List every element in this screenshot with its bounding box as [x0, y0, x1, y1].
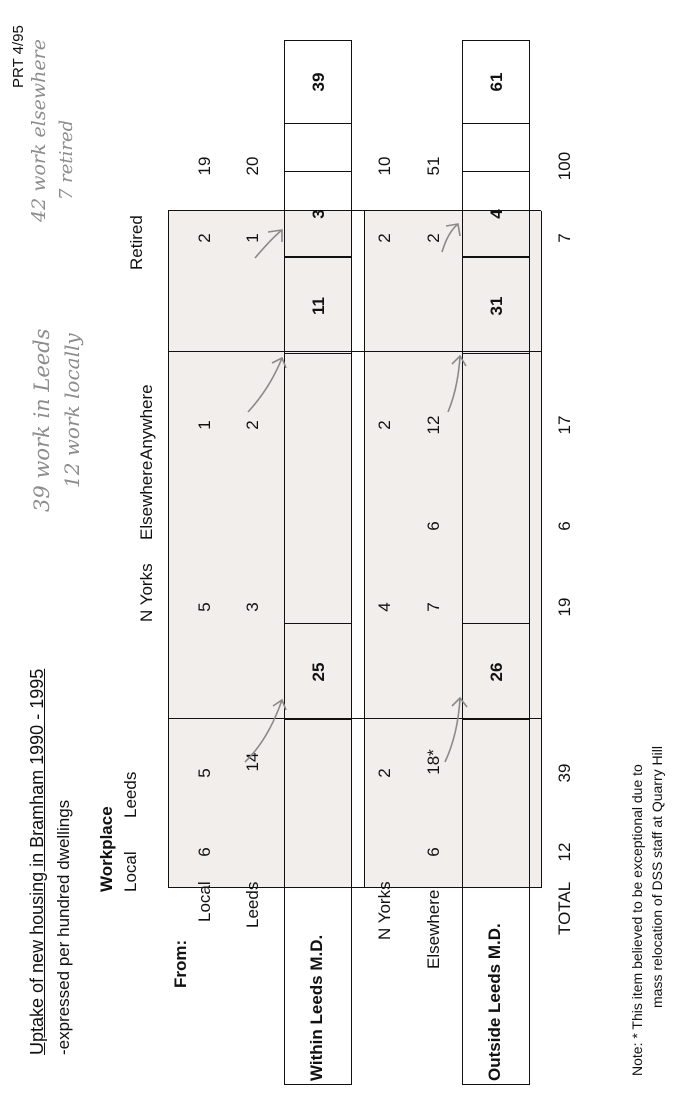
row-label-local: Local — [195, 881, 214, 922]
arrow-to-outside-subtotal-a — [445, 698, 460, 762]
row-label-leeds: Leeds — [243, 881, 262, 928]
row-label-total: TOTAL — [555, 881, 574, 935]
handwritten-note-line1: 39 work in Leeds — [30, 328, 54, 512]
within-total: 39 — [309, 72, 328, 92]
cell-nyorks-nyorks: 4 — [375, 602, 394, 612]
outside-subtotal-c: 4 — [487, 209, 506, 219]
cell-leeds-retired: 1 — [243, 233, 262, 243]
cell-local-total: 19 — [195, 156, 214, 176]
cell-total-local: 12 — [555, 842, 574, 862]
cell-nyorks-anywhere: 2 — [375, 420, 394, 430]
cell-nyorks-total: 10 — [375, 156, 394, 176]
cell-elsewhere-elsewhere: 6 — [424, 521, 443, 531]
col-header-nyorks: N Yorks — [137, 563, 156, 622]
col-header-anywhere: Anywhere — [137, 384, 156, 460]
cell-elsewhere-retired: 2 — [424, 233, 443, 243]
arrow-to-outside-subtotal-b — [448, 356, 460, 412]
cell-nyorks-leeds: 2 — [375, 768, 394, 778]
handwritten-note-right1: 42 work elsewhere — [28, 39, 50, 222]
within-subtotal-c: 3 — [309, 209, 328, 219]
handwritten-note-right2: 7 retired — [56, 119, 77, 200]
cell-total-grand: 100 — [555, 151, 574, 181]
row-label-within-leeds: Within Leeds M.D. — [307, 934, 326, 1081]
outside-subtotal-b: 31 — [487, 296, 506, 316]
cell-elsewhere-local: 6 — [424, 847, 443, 857]
cell-local-anywhere: 1 — [195, 420, 214, 430]
cell-elsewhere-total: 51 — [424, 156, 443, 176]
cell-leeds-anywhere: 2 — [243, 420, 262, 430]
col-header-local: Local — [121, 851, 140, 892]
row-label-nyorks: N Yorks — [375, 881, 394, 940]
col-header-elsewhere: Elsewhere — [137, 460, 156, 540]
outside-subtotal-a: 26 — [487, 662, 506, 682]
arrow-to-outside-subtotal-c — [442, 224, 458, 252]
workplace-heading: Workplace — [97, 806, 116, 892]
cell-elsewhere-leeds: 18* — [424, 749, 443, 775]
cell-local-nyorks: 5 — [195, 602, 214, 612]
cell-local-local: 6 — [195, 847, 214, 857]
col-header-retired: Retired — [127, 215, 146, 270]
cell-total-anywhere: 17 — [555, 415, 574, 435]
col-header-leeds: Leeds — [121, 771, 140, 818]
cell-local-retired: 2 — [195, 233, 214, 243]
row-label-outside-leeds: Outside Leeds M.D. — [485, 923, 504, 1081]
cell-total-nyorks: 19 — [555, 597, 574, 617]
cell-total-retired: 7 — [555, 233, 574, 243]
cell-total-elsewhere: 6 — [555, 521, 574, 531]
within-subtotal-a: 25 — [309, 662, 328, 682]
footnote-line1: Note: * This item believed to be exceptional due to — [629, 764, 645, 1076]
cell-leeds-leeds: 14 — [243, 752, 262, 772]
within-subtotal-b: 11 — [309, 297, 328, 315]
footnote-line2: mass relocation of DSS staff at Quarry Hill — [649, 746, 665, 1008]
arrow-to-within-subtotal-c — [255, 230, 282, 258]
document-ref: PRT 4/95 — [10, 25, 27, 88]
outside-total: 61 — [487, 72, 506, 92]
from-heading: From: — [171, 939, 190, 988]
arrow-to-within-subtotal-b — [248, 358, 282, 412]
cell-leeds-nyorks: 3 — [243, 602, 262, 612]
document-title: Uptake of new housing in Bramham 1990 - 1995 — [27, 668, 47, 1055]
cell-elsewhere-anywhere: 12 — [424, 415, 443, 435]
cell-elsewhere-nyorks: 7 — [424, 602, 443, 612]
cell-local-leeds: 5 — [195, 768, 214, 778]
arrow-to-within-subtotal-a — [245, 700, 282, 762]
row-label-elsewhere: Elsewhere — [424, 889, 443, 969]
document-subtitle: -expressed per hundred dwellings — [54, 799, 73, 1055]
handwritten-note-line2: 12 work locally — [60, 333, 84, 488]
cell-leeds-total: 20 — [243, 156, 262, 176]
cell-total-leeds: 39 — [555, 763, 574, 783]
cell-nyorks-retired: 2 — [375, 233, 394, 243]
